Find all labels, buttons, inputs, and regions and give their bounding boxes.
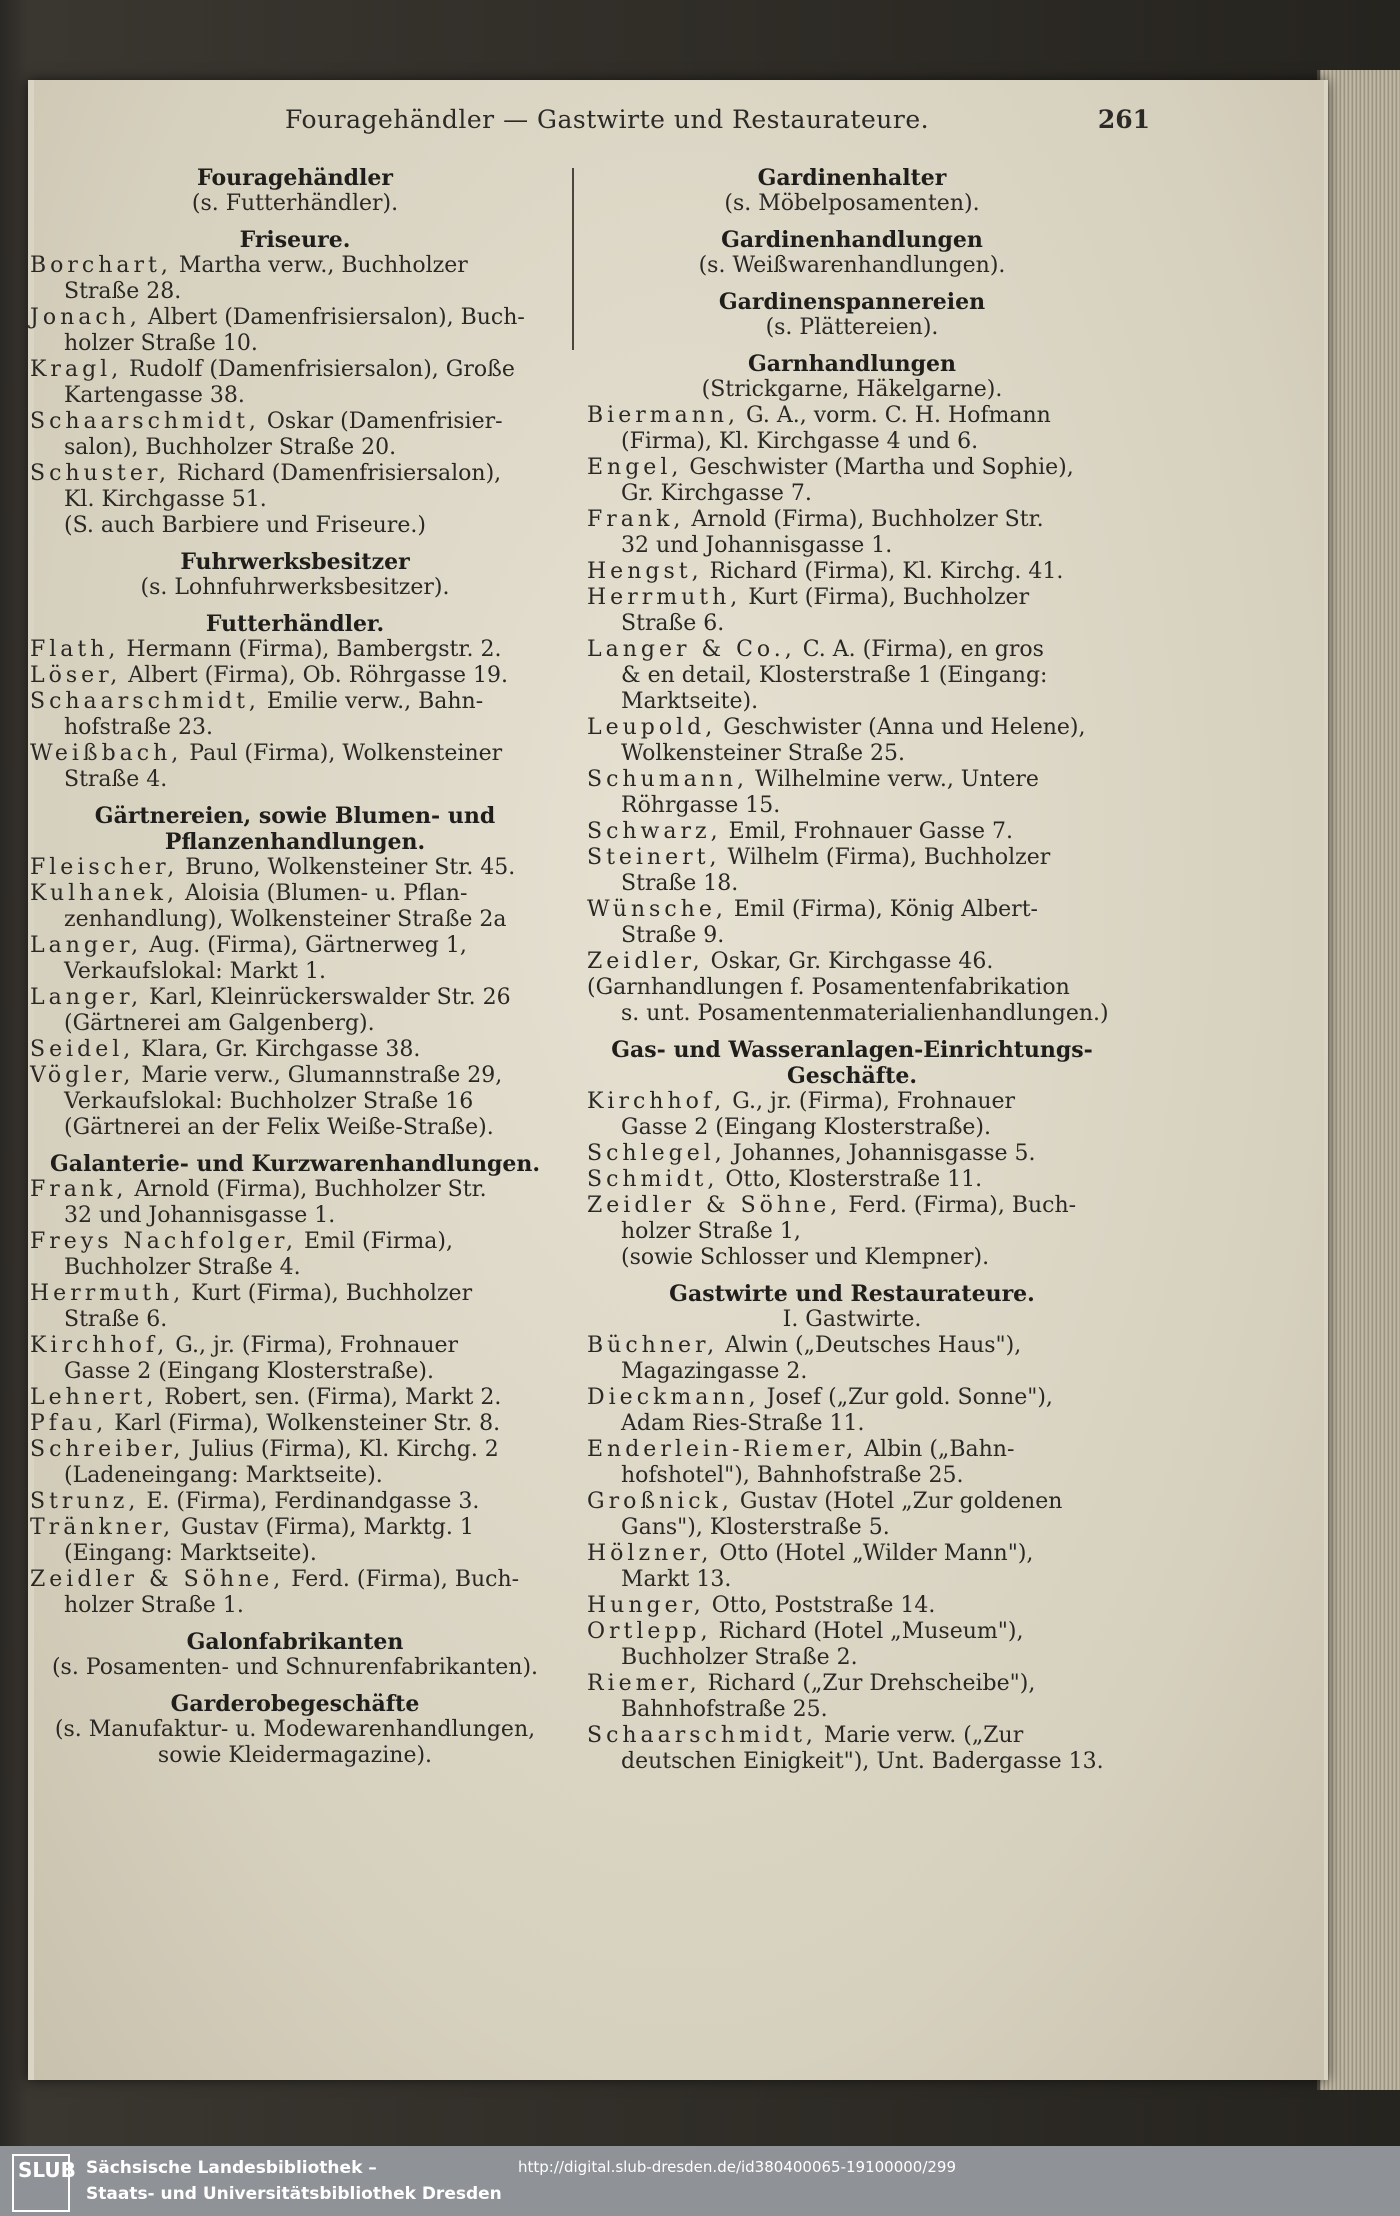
entry-name: Langer, [30,985,143,1010]
entry-name: Langer, [30,933,143,958]
entry-details: Aloisia (Blumen- u. Pflan- [177,881,468,906]
entry-continuation: & en detail, Klosterstraße 1 (Eingang: [621,663,1048,688]
entry-name: Löser, [30,663,122,688]
entry-continuation: Kartengasse 38. [64,383,245,408]
directory-entry [587,1167,1117,1193]
section-heading: Gas- und Wasseranlagen-Einrichtungs-Geschäfte. [611,1037,1093,1089]
entry-name: Langer & Co., [587,637,796,662]
entry-name: Vögler, [30,1063,135,1088]
section-heading: Gärtnereien, sowie Blumen- und Pflanzenhandlungen. [94,803,496,855]
entry-details: Ferd. (Firma), Buch- [841,1193,1077,1218]
entry-continuation: Straße 6. [621,611,725,636]
entry-continuation: Gans"), Klosterstraße 5. [621,1515,890,1540]
directory-entry [30,1437,560,1489]
book-page-edges [1317,70,1400,2090]
section-subtitle: (Strickgarne, Häkelgarne). [701,377,1003,402]
entry-name: Fleischer, [30,855,179,880]
entry-continuation: (Ladeneingang: Marktseite). [64,1463,383,1488]
entry-name: Weißbach, [30,741,183,766]
entry-details: Albert (Firma), Ob. Röhrgasse 19. [121,663,508,688]
directory-entry [587,819,1117,845]
column-divider [572,168,574,350]
entry-details: G., jr. (Firma), Frohnauer [725,1089,1016,1114]
section-subtitle: (s. Posamenten- und Schnurenfabrikanten). [51,1655,539,1680]
entry-continuation: Buchholzer Straße 2. [621,1645,858,1670]
entry-details: G., jr. (Firma), Frohnauer [168,1333,459,1358]
entry-continuation: Straße 28. [64,279,182,304]
entry-details: Kurt (Firma), Buchholzer [184,1281,473,1306]
entry-continuation: zenhandlung), Wolkensteiner Straße 2a [64,907,507,932]
entry-details: Kurt (Firma), Buchholzer [741,585,1030,610]
directory-entry [587,715,1117,767]
entry-continuation: Straße 9. [621,923,725,948]
directory-entry [587,1437,1117,1489]
section-heading: Friseure. [239,227,351,253]
entry-name: Zeidler, [587,949,704,974]
directory-entry [587,1541,1117,1593]
directory-entry [587,1089,1117,1141]
entry-name: Frank, [30,1177,128,1202]
entry-continuation: Bahnhofstraße 25. [621,1697,828,1722]
entry-continuation: Verkaufslokal: Buchholzer Straße 16 [64,1089,474,1114]
slub-logo[interactable] [12,2154,76,2212]
directory-entry [30,1567,560,1619]
entry-details: Arnold (Firma), Buchholzer Str. [127,1177,487,1202]
directory-entry [30,305,560,357]
directory-entry [30,1411,560,1437]
entry-details: Geschwister (Anna und Helene), [716,715,1086,740]
entry-name: Hengst, [587,559,703,584]
directory-entry [30,741,560,793]
directory-entry [587,637,1117,715]
entry-continuation: Buchholzer Straße 4. [64,1255,301,1280]
section-subtitle: (s. Futterhändler). [191,191,399,216]
directory-entry [30,1063,560,1141]
directory-entry [587,897,1117,949]
directory-entry [30,357,560,409]
entry-details: Hermann (Firma), Bambergstr. 2. [119,637,502,662]
entry-details: (Garnhandlungen f. Posamentenfabrikation [587,975,1070,1000]
directory-entry [30,409,560,461]
entry-name: Kirchhof, [587,1089,726,1114]
entry-name: Herrmuth, [587,585,742,610]
entry-continuation: (Gärtnerei am Galgenberg). [64,1011,375,1036]
section-subtitle: (s. Möbelposamenten). [724,191,980,216]
directory-entry [30,663,560,689]
directory-entry [30,1385,560,1411]
entry-continuation: Verkaufslokal: Markt 1. [64,959,326,984]
entry-name: Enderlein-Riemer, [587,1437,858,1462]
directory-entry [30,689,560,741]
directory-entry [587,1619,1117,1671]
section-heading: Galonfabrikanten [186,1629,404,1655]
section-subtitle: I. Gastwirte. [782,1307,922,1332]
entry-name: Kragl, [30,357,123,382]
entry-name: Flath, [30,637,120,662]
directory-entry [587,845,1117,897]
entry-details: Wilhelmine verw., Untere [748,767,1039,792]
entry-details: Bruno, Wolkensteiner Str. 45. [178,855,516,880]
directory-entry [30,1489,560,1515]
directory-entry [30,1037,560,1063]
entry-details: E. (Firma), Ferdinandgasse 3. [139,1489,480,1514]
section-subtitle: (s. Lohnfuhrwerksbesitzer). [140,575,450,600]
entry-continuation: deutschen Einigkeit"), Unt. Badergasse 13. [621,1749,1104,1774]
entry-continuation: Adam Ries-Straße 11. [621,1411,865,1436]
entry-continuation: 32 und Johannisgasse 1. [64,1203,336,1228]
entry-continuation: s. unt. Posamentenmaterialienhandlungen.) [621,1001,1109,1026]
entry-continuation: Straße 6. [64,1307,168,1332]
entry-details: Otto, Klosterstraße 11. [718,1167,983,1192]
section-heading: Fuhrwerksbesitzer [180,549,410,575]
directory-entry [30,1177,560,1229]
source-url[interactable]: http://digital.slub-dresden.de/id380400065-19100000/299 [518,2158,957,2176]
directory-entry [587,1193,1117,1271]
entry-continuation: Kl. Kirchgasse 51. [64,487,267,512]
entry-name: Großnick, [587,1489,733,1514]
entry-name: Freys Nachfolger, [30,1229,297,1254]
right-column [587,165,1117,1775]
entry-details: Albert (Damenfrisiersalon), Buch- [140,305,525,330]
entry-details: G. A., vorm. C. H. Hofmann [739,403,1051,428]
entry-continuation: holzer Straße 1, [621,1219,801,1244]
entry-name: Schaarschmidt, [30,689,260,714]
entry-name: Schmidt, [587,1167,719,1192]
entry-continuation: Magazingasse 2. [621,1359,808,1384]
running-head [250,105,1210,145]
library-footer [0,2146,1400,2216]
directory-entry [587,949,1117,975]
entry-details: Paul (Firma), Wolkensteiner [182,741,503,766]
entry-details: Geschwister (Martha und Sophie), [682,455,1074,480]
directory-entry [30,933,560,985]
entry-details: Richard (Damenfrisiersalon), [169,461,502,486]
entry-name: Dieckmann, [587,1385,760,1410]
directory-entry [587,1489,1117,1541]
entry-name: Riemer, [587,1671,701,1696]
entry-continuation: Röhrgasse 15. [621,793,781,818]
section-heading: Garnhandlungen [748,351,956,377]
directory-entry [30,1229,560,1281]
entry-continuation: hofshotel"), Bahnhofstraße 25. [621,1463,964,1488]
entry-continuation: Wolkensteiner Straße 25. [621,741,906,766]
entry-name: Borchart, [30,253,172,278]
directory-entry [587,1141,1117,1167]
directory-entry [30,253,560,305]
entry-details: Alwin („Deutsches Haus"), [718,1333,1022,1358]
entry-continuation: Gasse 2 (Eingang Klosterstraße). [64,1359,435,1384]
directory-entry [587,1593,1117,1619]
directory-entry [587,767,1117,819]
entry-details: Otto, Poststraße 14. [704,1593,936,1618]
entry-continuation: Straße 4. [64,767,168,792]
entry-name: Seidel, [30,1037,135,1062]
entry-continuation: holzer Straße 1. [64,1593,244,1618]
entry-details: Arnold (Firma), Buchholzer Str. [684,507,1044,532]
entry-name: Jonach, [30,305,141,330]
directory-entry [30,881,560,933]
section-heading: Gardinenhalter [757,165,947,191]
entry-name: Engel, [587,455,683,480]
running-head-title: Fouragehändler — Gastwirte und Restaurateure. [285,105,930,134]
entry-name: Pfau, [30,1411,108,1436]
entry-name: Zeidler & Söhne, [30,1567,285,1592]
entry-name: Steinert, [587,845,721,870]
entry-details: Emilie verw., Bahn- [259,689,484,714]
entry-name: Schwarz, [587,819,722,844]
directory-entry [587,1333,1117,1385]
section-heading: Gastwirte und Restaurateure. [669,1281,1035,1307]
entry-name: Schreiber, [30,1437,185,1462]
entry-name: Schaarschmidt, [30,409,260,434]
entry-details: Oskar (Damenfrisier- [259,409,503,434]
entry-details: C. A. (Firma), en gros [795,637,1044,662]
section-subtitle: (s. Manufaktur- u. Modewarenhandlungen, sowie Kleidermagazine). [54,1717,536,1768]
entry-name: Schumann, [587,767,749,792]
entry-details: Aug. (Firma), Gärtnerweg 1, [142,933,467,958]
entry-details: Richard („Zur Drehscheibe"), [700,1671,1036,1696]
entry-name: Schlegel, [587,1141,726,1166]
slub-logo-text: SLUB [18,2158,76,2182]
directory-entry [30,1281,560,1333]
directory-entry [587,1671,1117,1723]
directory-entry [30,985,560,1037]
entry-name: Schuster, [30,461,170,486]
directory-entry [587,975,1117,1027]
entry-details: Martha verw., Buchholzer [171,253,468,278]
entry-details: Gustav (Hotel „Zur goldenen [732,1489,1063,1514]
library-name-line2: Staats- und Universitätsbibliothek Dresden [86,2184,502,2204]
directory-entry [30,1333,560,1385]
entry-name: Hölzner, [587,1541,713,1566]
entry-continuation: (Gärtnerei an der Felix Weiße-Straße). [64,1115,494,1140]
entry-continuation: (Eingang: Marktseite). [64,1541,317,1566]
entry-details: Klara, Gr. Kirchgasse 38. [134,1037,421,1062]
entry-continuation: Gr. Kirchgasse 7. [621,481,812,506]
library-name-line1: Sächsische Landesbibliothek – [86,2158,377,2178]
directory-entry [587,1385,1117,1437]
entry-details: Marie verw., Glumannstraße 29, [134,1063,503,1088]
entry-name: Strunz, [30,1489,140,1514]
directory-entry [587,1723,1117,1775]
entry-name: Wünsche, [587,897,727,922]
section-heading: Galanterie- und Kurzwarenhandlungen. [49,1151,541,1177]
directory-entry [587,455,1117,507]
section-heading: Gardinenhandlungen [721,227,983,253]
entry-name: Zeidler & Söhne, [587,1193,842,1218]
directory-entry [587,559,1117,585]
entry-name: Schaarschmidt, [587,1723,817,1748]
entry-continuation: Markt 13. [621,1567,732,1592]
entry-details: Julius (Firma), Kl. Kirchg. 2 [184,1437,499,1462]
entry-details: Otto (Hotel „Wilder Mann"), [712,1541,1034,1566]
entry-name: Büchner, [587,1333,719,1358]
entry-details: Richard (Firma), Kl. Kirchg. 41. [702,559,1064,584]
directory-entry [587,507,1117,559]
page-number: 261 [1097,105,1150,134]
section-heading: Gardinenspannereien [718,289,986,315]
entry-continuation: (sowie Schlosser und Klempner). [621,1245,990,1270]
section-heading: Garderobegeschäfte [170,1691,420,1717]
entry-continuation: (S. auch Barbiere und Friseure.) [64,513,426,538]
entry-details: Ferd. (Firma), Buch- [284,1567,520,1592]
section-heading: Fouragehändler [197,165,393,191]
entry-details: Emil (Firma), König Albert- [726,897,1038,922]
directory-entry [587,585,1117,637]
section-subtitle: (s. Plättereien). [765,315,939,340]
entry-details: Emil (Firma), [297,1229,453,1254]
entry-details: Karl (Firma), Wolkensteiner Str. 8. [107,1411,501,1436]
entry-details: Johannes, Johannisgasse 5. [725,1141,1036,1166]
entry-name: Leupold, [587,715,717,740]
entry-continuation: Straße 18. [621,871,739,896]
entry-name: Hunger, [587,1593,705,1618]
left-column [30,165,560,1769]
directory-entry [30,461,560,539]
entry-name: Frank, [587,507,685,532]
directory-entry [30,855,560,881]
entry-continuation: holzer Straße 10. [64,331,258,356]
section-subtitle: (s. Weißwarenhandlungen). [698,253,1006,278]
entry-details: Albin („Bahn- [857,1437,1015,1462]
section-heading: Futterhändler. [205,611,385,637]
entry-details: Karl, Kleinrückerswalder Str. 26 [142,985,511,1010]
entry-name: Kulhanek, [30,881,178,906]
entry-details: Gustav (Firma), Marktg. 1 [174,1515,474,1540]
entry-continuation: Gasse 2 (Eingang Klosterstraße). [621,1115,992,1140]
entry-details: Rudolf (Damenfrisiersalon), Große [122,357,515,382]
entry-continuation: salon), Buchholzer Straße 20. [64,435,397,460]
entry-name: Biermann, [587,403,740,428]
entry-name: Tränkner, [30,1515,175,1540]
entry-name: Herrmuth, [30,1281,185,1306]
entry-details: Josef („Zur gold. Sonne"), [759,1385,1053,1410]
directory-entry [30,1515,560,1567]
entry-continuation: hofstraße 23. [64,715,214,740]
entry-continuation: 32 und Johannisgasse 1. [621,533,893,558]
entry-details: Oskar, Gr. Kirchgasse 46. [703,949,994,974]
directory-entry [30,637,560,663]
entry-details: Emil, Frohnauer Gasse 7. [721,819,1014,844]
entry-continuation: Marktseite). [621,689,759,714]
entry-details: Marie verw. („Zur [816,1723,1024,1748]
entry-name: Kirchhof, [30,1333,169,1358]
entry-continuation: (Firma), Kl. Kirchgasse 4 und 6. [621,429,979,454]
entry-details: Wilhelm (Firma), Buchholzer [720,845,1051,870]
entry-details: Robert, sen. (Firma), Markt 2. [157,1385,502,1410]
directory-entry [587,403,1117,455]
entry-name: Lehnert, [30,1385,158,1410]
entry-details: Richard (Hotel „Museum"), [711,1619,1024,1644]
entry-name: Ortlepp, [587,1619,712,1644]
